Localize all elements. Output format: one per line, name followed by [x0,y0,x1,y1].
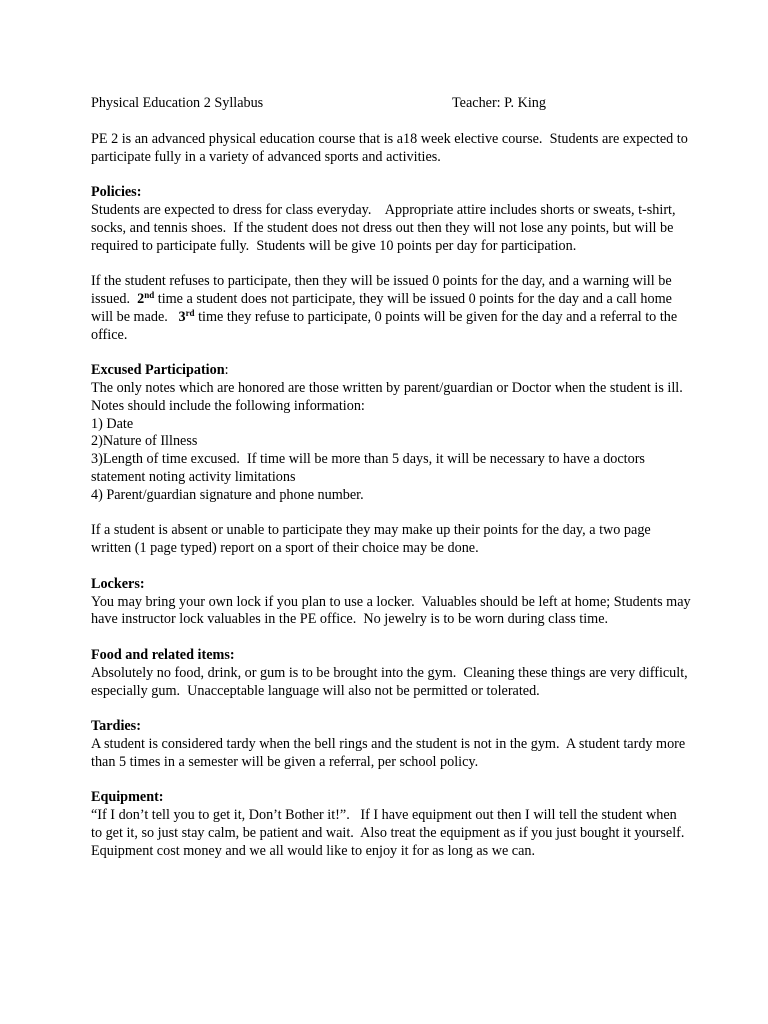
tardies-paragraph: A student is considered tardy when the bell rings and the student is not in the gym. A student tardy more than 5 times in a semester will be given a referral, per school policy. [91,735,689,770]
policies-text-c: time they refuse to participate, 0 points will be given for the day and a referral to the office. [91,308,681,343]
syllabus-page [91,95,695,860]
excused-paragraph-1: The only notes which are honored are those written by parent/guardian or Doctor when the student is ill. Notes should include the following information: [91,379,694,414]
policies-paragraph-2 [91,273,691,344]
tardies-heading: Tardies: [91,718,141,735]
excused-heading-line [91,362,691,380]
policies-text-b: time a student does not participate, they will be issued 0 points for the day and a call home will be made. [91,290,676,325]
ordinal-third-suffix: rd [185,307,195,318]
policies-heading: Policies: [91,184,142,201]
excused-heading-colon: : [224,362,229,379]
document-title: Physical Education 2 Syllabus [91,95,264,111]
list-item: 3)Length of time excused. If time will be more than 5 days, it will be necessary to have a doctors statement noting activity limitations [91,451,649,485]
teacher-name: Teacher: P. King [452,95,546,111]
course-intro: PE 2 is an advanced physical education course that is a18 week elective course. Students are expected to participate fully in a variety of advanced sports and activities. [91,130,692,165]
policies-text-a: If the student refuses to participate, then they will be issued 0 points for the day, and a warning will be issued. [91,273,676,307]
excused-paragraph-2: If a student is absent or unable to participate they may make up their points for the day, a two page written (1 page typed) report on a sport of their choice may be done. [91,522,655,557]
ordinal-second-number: 2 [137,290,145,307]
ordinal-third-number: 3 [178,308,186,325]
excused-heading: Excused Participation [91,362,225,379]
list-item: 1) Date [91,415,134,432]
list-item: 2)Nature of Illness [91,433,198,450]
equipment-paragraph: “If I don’t tell you to get it, Don’t Bother it!”. If I have equipment out then I will tell the student when to get it, so just stay calm, be patient and wait. Also treat the equipment as if you just bought it yourself. Equipment cost money and we all would like to enjoy it for as long as we can. [91,807,692,859]
ordinal-second-suffix: nd [144,289,155,300]
food-heading: Food and related items: [91,646,235,663]
lockers-heading: Lockers: [91,575,145,592]
food-paragraph: Absolutely no food, drink, or gum is to be brought into the gym. Cleaning these things are very difficult, especially gum. Unacceptable language will also not be permitted or tolerated. [91,664,692,699]
lockers-paragraph: You may bring your own lock if you plan to use a locker. Valuables should be left at home; Students may have instructor lock valuables in the PE office. No jewelry is to be worn during class time. [91,593,695,628]
policies-paragraph-1: Students are expected to dress for class everyday. Appropriate attire includes shorts or sweats, t-shirt, socks, and tennis shoes. If the student does not dress out then they will not lose any points, but will be required to participate fully. Students will be give 10 points per day for participation. [91,201,680,254]
equipment-heading: Equipment: [91,789,164,806]
list-item: 4) Parent/guardian signature and phone number. [91,486,364,503]
document-header [91,95,691,113]
